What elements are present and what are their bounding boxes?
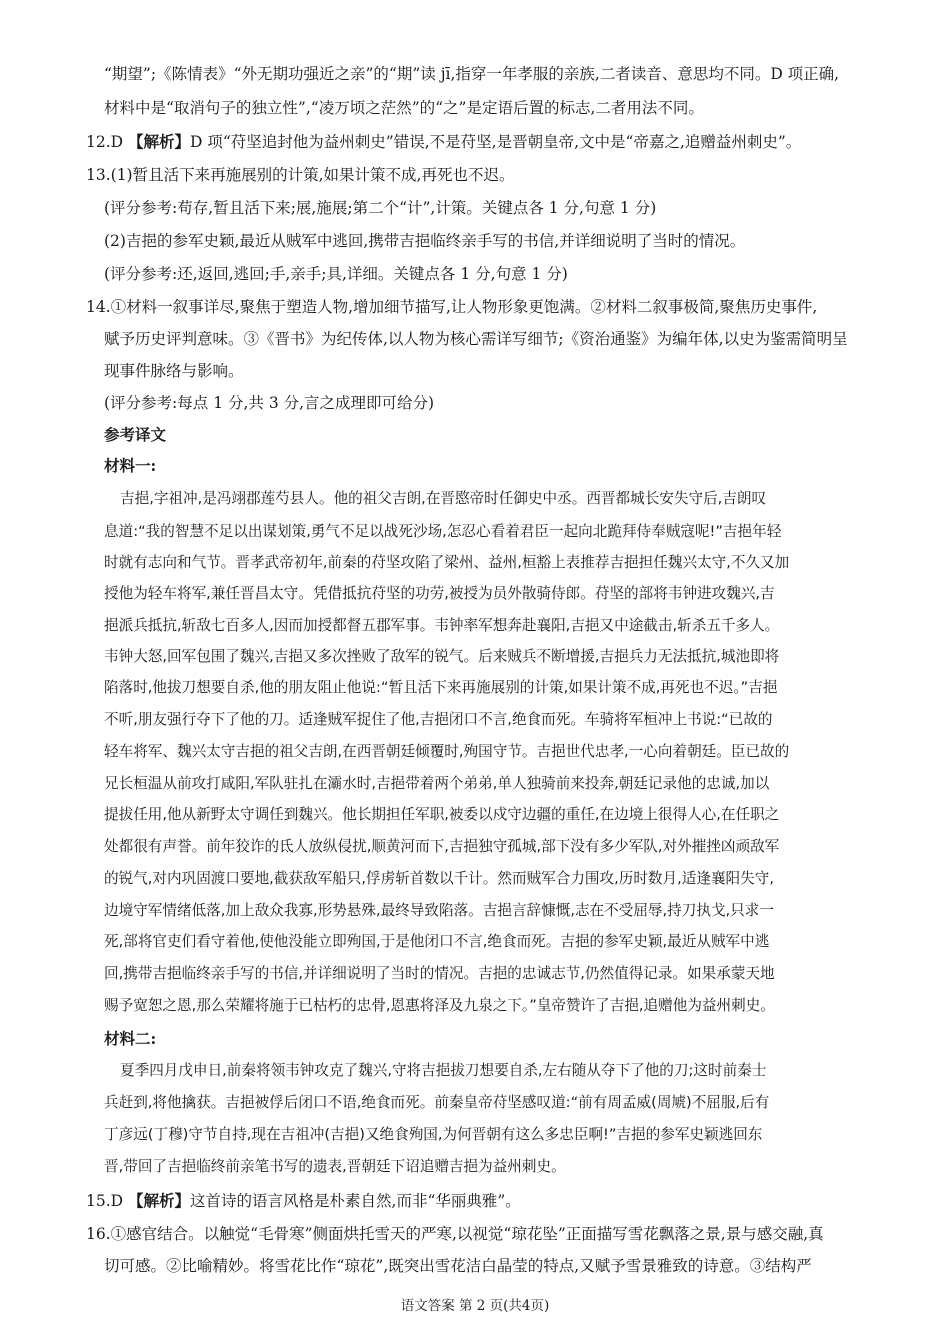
line-text: 不听,朋友强行夺下了他的刀。适逢贼军捉住了他,吉挹闭口不言,绝食而死。车骑将军桓冲上书说:“已故的 <box>104 711 773 728</box>
text-line <box>104 673 876 703</box>
text-line <box>104 896 876 926</box>
text-line <box>86 160 876 190</box>
text-line <box>104 579 876 609</box>
line-text: 晋,带回了吉挹临终前亲笔书写的遗表,晋朝廷下诏追赠吉挹为益州刺史。 <box>104 1158 566 1175</box>
line-text: 兄长桓温从前攻打咸阳,军队驻扎在灞水时,吉挹带着两个弟弟,单人独骑前来投奔,朝廷记录他的忠诚,加以 <box>104 775 770 792</box>
text-line <box>120 484 876 514</box>
line-text: 材料中是“取消句子的独立性”,“凌万顷之茫然”的“之”是定语后置的标志,二者用法不同。 <box>104 99 704 117</box>
line-text: 夏季四月戊申日,前秦将领韦钟攻克了魏兴,守将吉挹拔刀想要自杀,左右随从夺下了他的刀;这时前秦士 <box>120 1062 767 1079</box>
text-line <box>104 1088 876 1118</box>
line-text: 16.①感官结合。以触觉“毛骨寒”侧面烘托雪天的严寒,以视觉“琼花坠”正面描写雪花飘落之景,景与感交融,真 <box>86 1225 824 1243</box>
line-text: (评分参考:还,返回,逃回;手,亲手;具,详细。关键点各 1 分,句意 1 分) <box>104 265 568 283</box>
text-line <box>104 93 876 123</box>
text-line <box>104 548 876 578</box>
analysis-tag: 【解析】 <box>128 1191 191 1210</box>
text-line <box>120 1056 876 1086</box>
line-text: 这首诗的语言风格是朴素自然,而非“华丽典雅”。 <box>190 1192 521 1210</box>
text-line <box>104 1024 876 1054</box>
text-line <box>104 356 876 386</box>
line-text: 回,携带吉挹临终亲手写的书信,并详细说明了当时的情况。吉挹的忠诚志节,仍然值得记录。如果承蒙天地 <box>104 965 775 982</box>
line-text: 兵赶到,将他擒获。吉挹被俘后闭口不语,绝食而死。前秦皇帝苻坚感叹道:“前有周孟威(周虓)不屈服,后有 <box>104 1094 770 1111</box>
text-line <box>104 324 876 354</box>
line-text: 韦钟大怒,回军包围了魏兴,吉挹又多次挫败了敌军的锐气。后来贼兵不断增援,吉挹兵力无法抵抗,城池即将 <box>104 648 780 665</box>
text-line <box>104 1251 876 1281</box>
text-line <box>104 226 876 256</box>
line-text: D 项“苻坚追封他为益州刺史”错误,不是苻坚,是晋朝皇帝,文中是“帝嘉之,追赠益州刺史”。 <box>190 133 802 151</box>
text-line <box>86 1186 876 1216</box>
line-text: 息道:“我的智慧不足以出谋划策,勇气不足以战死沙场,怎忍心看着君臣一起向北跪拜侍奉贼寇呢!”吉挹年轻 <box>104 523 782 540</box>
text-line <box>104 800 876 830</box>
text-line <box>104 991 876 1021</box>
analysis-tag: 【解析】 <box>128 132 191 151</box>
line-text: 处都很有声誉。前年狡诈的氐人放纵侵扰,顺黄河而下,吉挹独守孤城,部下没有多少军队,对外摧挫凶顽敌军 <box>104 838 780 855</box>
text-line <box>104 388 876 418</box>
line-text: 现事件脉络与影响。 <box>104 362 244 380</box>
text-line <box>104 451 876 481</box>
page-footer: 语文答案 第 2 页(共4页) <box>400 1298 550 1314</box>
line-text: 赋予历史评判意味。③《晋书》为纪传体,以人物为核心需详写细节;《资治通鉴》为编年体,以史为鉴需简明呈 <box>104 330 848 348</box>
line-text: 时就有志向和气节。晋孝武帝初年,前秦的苻坚攻陷了梁州、益州,桓豁上表推荐吉挹担任魏兴太守,不久又加 <box>104 554 790 571</box>
line-text: 切可感。②比喻精妙。将雪花比作“琼花”,既突出雪花洁白晶莹的特点,又赋予雪景雅致的诗意。③结构严 <box>104 1257 812 1275</box>
line-text: 死,部将官吏们看守着他,使他没能立即殉国,于是他闭口不言,绝食而死。吉挹的参军史颖,最近从贼军中逃 <box>104 933 770 950</box>
text-line <box>104 611 876 641</box>
line-text: 挹派兵抵抗,斩敌七百多人,因而加授都督五郡军事。韦钟率军想奔赴襄阳,吉挹又中途截击,斩杀五千多人。 <box>104 617 780 634</box>
text-line <box>104 59 876 89</box>
line-text: 陷落时,他拔刀想要自杀,他的朋友阻止他说:“暂且活下来再施展别的计策,如果计策不成,再死也不迟。”吉挹 <box>104 679 778 696</box>
line-text: (评分参考:每点 1 分,共 3 分,言之成理即可给分) <box>104 394 435 412</box>
question-number: 15.D <box>86 1192 129 1210</box>
text-line <box>104 642 876 672</box>
line-text: 材料二: <box>104 1029 157 1048</box>
text-line <box>104 1152 876 1182</box>
text-line <box>104 193 876 223</box>
line-text: (评分参考:苟存,暂且活下来;展,施展;第二个“计”,计策。关键点各 1 分,句意 1 分) <box>104 199 657 217</box>
line-text: (2)吉挹的参军史颖,最近从贼军中逃回,携带吉挹临终亲手写的书信,并详细说明了当时的情况。 <box>104 232 746 250</box>
line-text: 授他为轻车将军,兼任晋昌太守。凭借抵抗苻坚的功劳,被授为员外散骑侍郎。苻坚的部将韦钟进攻魏兴,吉 <box>104 585 775 602</box>
line-text: 边境守军情绪低落,加上敌众我寡,形势悬殊,最终导致陷落。吉挹言辞慷慨,志在不受屈辱,持刀执戈,只求一 <box>104 902 774 919</box>
text-line <box>104 832 876 862</box>
question-number: 12.D <box>86 133 129 151</box>
line-text: “期望”;《陈情表》“外无期功强近之亲”的“期”读 jī,指穿一年孝服的亲族,二者读音、意思均不同。D 项正确, <box>104 65 840 83</box>
text-line <box>104 259 876 289</box>
line-text: 吉挹,字祖冲,是冯翊郡莲芍县人。他的祖父吉朗,在晋愍帝时任御史中丞。西晋都城长安失守后,吉朗叹 <box>120 490 767 507</box>
line-text: 轻车将军、魏兴太守吉挹的祖父吉朗,在西晋朝廷倾覆时,殉国守节。吉挹世代忠孝,一心向着朝廷。臣已故的 <box>104 743 790 760</box>
text-line <box>104 769 876 799</box>
text-line <box>104 420 876 450</box>
line-text: 提拔任用,他从新野太守调任到魏兴。他长期担任军职,被委以戍守边疆的重任,在边境上很得人心,在任职之 <box>104 806 780 823</box>
line-text: 赐予宽恕之恩,那么荣耀将施于已枯朽的忠骨,恩惠将泽及九泉之下。”皇帝赞许了吉挹,追赠他为益州刺史。 <box>104 997 775 1014</box>
line-text: 材料一: <box>104 456 157 475</box>
line-text: 14.①材料一叙事详尽,聚焦于塑造人物,增加细节描写,让人物形象更饱满。②材料二叙事极简,聚焦历史事件, <box>86 298 818 316</box>
text-line <box>86 292 876 322</box>
text-line <box>104 959 876 989</box>
text-line <box>104 737 876 767</box>
text-line <box>104 1120 876 1150</box>
text-line <box>104 927 876 957</box>
text-line <box>86 1219 876 1249</box>
line-text: 的锐气,对内巩固渡口要地,截获敌军船只,俘虏斩首数以千计。然而贼军合力围攻,历时数月,适逢襄阳失守, <box>104 870 774 887</box>
line-text: 丁彦远(丁穆)守节自持,现在吉祖冲(吉挹)又绝食殉国,为何晋朝有这么多忠臣啊!”吉挹的参军史颖逃回东 <box>104 1126 763 1143</box>
text-line <box>104 864 876 894</box>
text-line <box>104 705 876 735</box>
line-text: 13.(1)暂且活下来再施展别的计策,如果计策不成,再死也不迟。 <box>86 166 515 184</box>
text-line <box>104 517 876 547</box>
text-line <box>86 127 876 157</box>
line-text: 参考译文 <box>104 425 167 444</box>
